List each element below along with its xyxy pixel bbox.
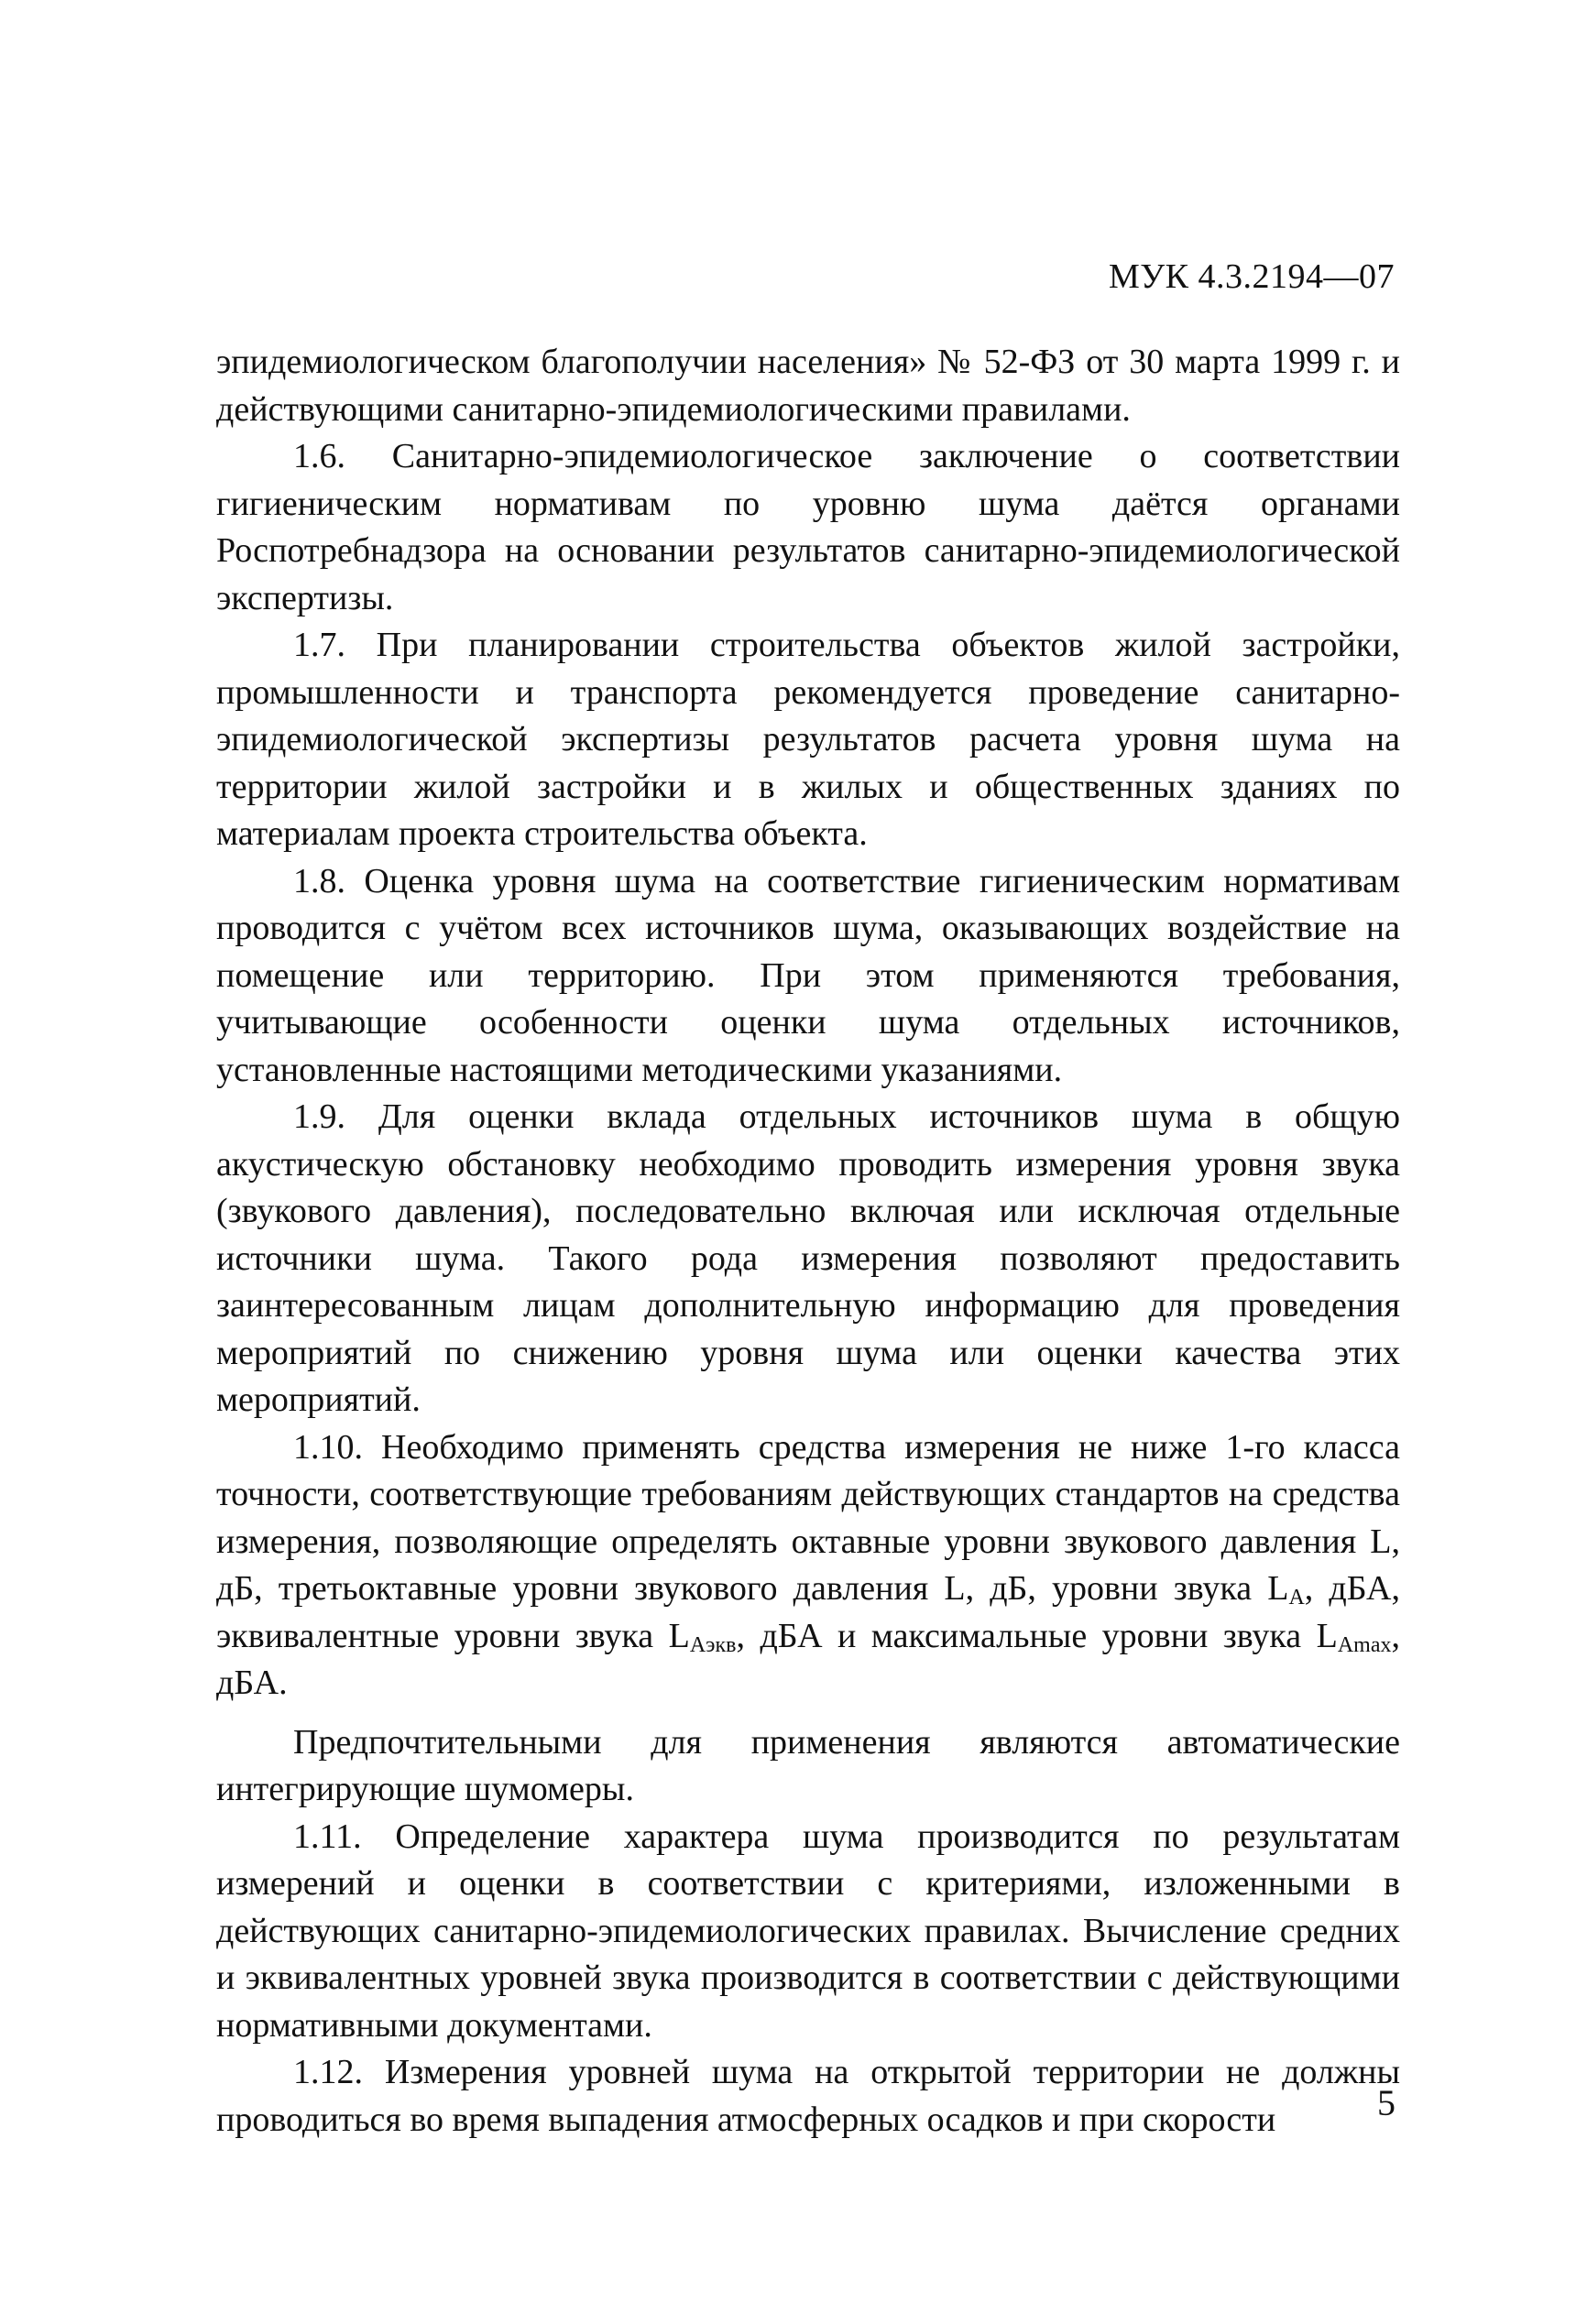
paragraph-1-10-text-4: , дБА. [216,1616,1400,1702]
paragraph-continuation: эпидемиологическом благополучии населения» № 52-ФЗ от 30 марта 1999 г. и действующими санитарно-эпидемиологическими правилами. [216,343,1400,429]
subscript-amax: Amax [1337,1632,1392,1657]
paragraph-1-8: 1.8. Оценка уровня шума на соответствие гигиеническим нормативам проводится с учётом всех источников шума, оказывающих воздействие на помещение или территорию. При этом применяются требования, учитывающие особенности оценки шума отдельных источников, установленные настоящими методическими указаниями. [216,861,1400,1089]
paragraph-1-10 [216,1424,1400,1708]
paragraph-1-10-text-3: , дБА и максимальные уровни звука L [736,1616,1338,1655]
subscript-a: A [1288,1586,1305,1609]
paragraph-1-10-text-1: 1.10. Необходимо применять средства измерения не ниже 1-го класса точности, соответствующие требованиям действующих стандартов на средства измерения, позволяющие определять октавные уровни звукового давления L, дБ, третьоктавные уровни звукового давления L, дБ, уровни звука L [216,1427,1400,1608]
paragraph-1-11: 1.11. Определение характера шума производится по результатам измерений и оценки в соответствии с критериями, изложенными в действующих санитарно-эпидемиологических правилах. Вычисление средних и эквивалентных уровней звука производится в соответствии с действующими нормативными документами. [216,1817,1400,2045]
paragraph-1-9: 1.9. Для оценки вклада отдельных источников шума в общую акустическую обстановку необходимо проводить измерения уровня звука (звукового давления), последовательно включая или исключая отдельные источники шума. Такого рода измерения позволяют предоставить заинтересованным лицам дополнительную информацию для проведения мероприятий по снижению уровня шума или оценки качества этих мероприятий. [216,1097,1400,1419]
subscript-aekv: Аэкв [689,1632,737,1657]
page-number: 5 [1377,2082,1395,2123]
paragraph-1-12: 1.12. Измерения уровней шума на открытой территории не должны проводиться во время выпадения атмосферных осадков и при скорости [216,2053,1400,2139]
document-code: МУК 4.3.2194—07 [1108,257,1395,296]
document-body [216,339,1400,2144]
paragraph-1-6: 1.6. Санитарно-эпидемиологическое заключение о соответствии гигиеническим нормативам по уровню шума даётся органами Роспотребнадзора на основании результатов санитарно-эпидемиологической экспертизы. [216,437,1400,617]
paragraph-1-10-text-2: , дБА, эквивалентные уровни звука L [216,1569,1400,1655]
paragraph-1-7: 1.7. При планировании строительства объектов жилой застройки, промышленности и транспорта рекомендуется проведение санитарно-эпидемиологической экспертизы результатов расчета уровня шума на территории жилой застройки и в жилых и общественных зданиях по материалам проекта строительства объекта. [216,626,1400,853]
paragraph-preferred-meters: Предпочтительными для применения являются автоматические интегрирующие шумомеры. [216,1722,1400,1808]
